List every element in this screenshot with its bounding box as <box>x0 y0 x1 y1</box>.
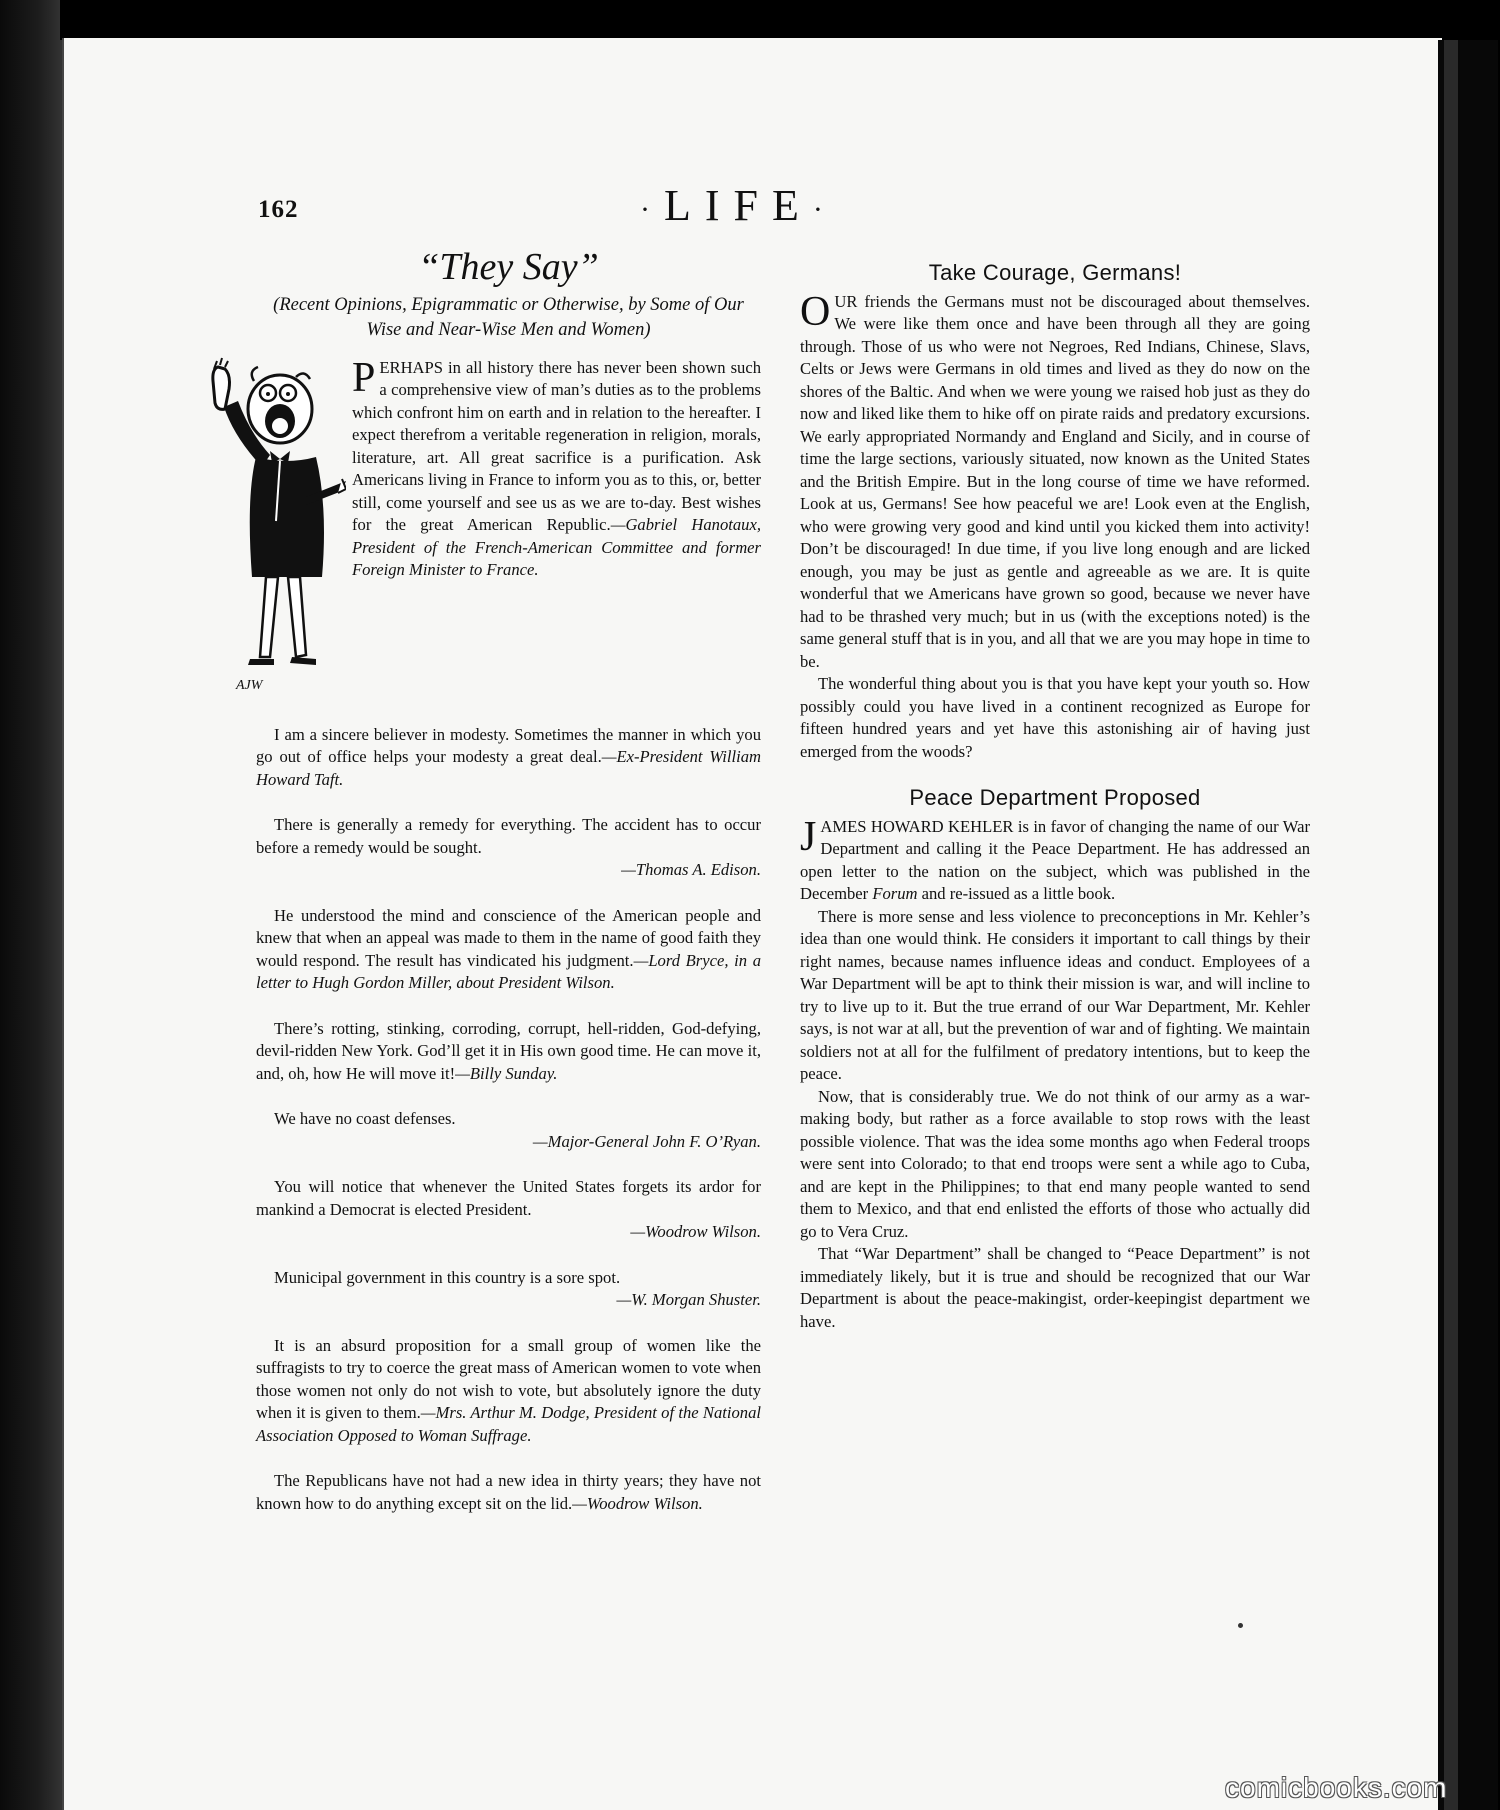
masthead: ·LIFE· <box>640 181 837 230</box>
article-peace-p1: JAMES HOWARD KEHLER is in favor of changing the name of our War Department and calling it the Peace Department. He has addressed an open letter to the nation on the subject, which was published in the December Forum and re-issued as a little book. <box>800 813 1310 903</box>
scan-top-margin <box>60 0 1500 40</box>
scan-right-edge <box>1438 40 1498 1810</box>
illustration-signature: AJW <box>236 677 263 693</box>
attribution: —Mrs. Arthur M. Dodge, President of the National Association Opposed to Woman Suffrage. <box>256 1403 761 1445</box>
quote-edison: There is generally a remedy for everything. The accident has to occur before a remedy would be sought. —Thomas A. Edison. <box>256 814 761 882</box>
section-subtitle: (Recent Opinions, Epigrammatic or Otherwise, by Some of Our Wise and Near-Wise Men and Women) <box>273 294 744 340</box>
magazine-title: LIFE <box>664 181 813 230</box>
attribution: —Thomas A. Edison. <box>621 860 761 879</box>
quote-taft: I am a sincere believer in modesty. Sometimes the manner in which you go out of office helps your modesty a great deal.—Ex-President William Howard Taft. <box>256 724 761 789</box>
quote-oryan: We have no coast defenses. —Major-General John F. O’Ryan. <box>256 1108 761 1153</box>
quote-shuster: Municipal government in this country is a sore spot. —W. Morgan Shuster. <box>256 1267 761 1312</box>
article-germans-p1: OUR friends the Germans must not be discouraged about themselves. We were like them once and have been through all they are going through. Those of us who were not Negroes, Red Indians, Chinese, Slavs, Celts or Jews were Germans in old times and lived as they do now on the shores of the Baltic. And when we were young we raised hob just as they do now and liked like them to hike off on pirate raids and predatory excursions. We early appropriated Normandy and England and Sicily, and in course of time the large sections, variously situated, now known as the United States and the British Empire. But in the long course of time we have reformed. Look at us, Germans! See how peaceful we are! Look even at the English, who were growing very good and kind until you kicked them into activity! Don’t be discouraged! In due time, if you live long enough and are licked enough, you may be just as gentle and agreeable as we are. It is quite wonderful that we Americans have grown so good, because we never have had to be thrashed very much; but in us (with the exceptions noted) is the same general stuff that is in you, and all that we are you may hope in time to be. <box>800 288 1310 671</box>
quote-sunday: There’s rotting, stinking, corroding, corrupt, hell-ridden, God-defying, devil-ridden New York. God’ll get it in His own good time. He can move it, and, oh, how He will move it!—Billy Sunday. <box>256 1018 761 1083</box>
right-column <box>800 262 1310 1333</box>
quote-hanotaux: PERHAPS in all history there has never been shown such a comprehensive view of man’s duties as to the problems which confront him on earth and in relation to the hereafter. I expect therefrom a veritable regeneration in religion, morals, literature, art. All great sacrifice is a purification. Ask Americans living in France to inform you as to this, or, better still, come yourself and see us as we are to-day. Best wishes for the great American Republic.—Gabriel Hanotaux, President of the French-American Committee and former Foreign Minister to France. <box>352 354 761 579</box>
attribution: —Billy Sunday. <box>455 1063 558 1083</box>
section-title: “They Say” <box>418 246 599 288</box>
article-title-peace: Peace Department Proposed <box>909 785 1201 810</box>
quote-wilson-1: You will notice that whenever the United States forgets its ardor for mankind a Democrat is elected President. —Woodrow Wilson. <box>256 1176 761 1244</box>
article-peace-p2: There is more sense and less violence to preconceptions in Mr. Kehler’s idea than one would think. He considers it important to call things by their right names, because names influence ideas and conduct. Employees of a War Department will be apt to think their mission is war, and will incline to try to live up to it. But the true errand of our War Department, Mr. Kehler says, is not war at all, but the prevention of war and of fighting. We maintain soldiers not at all for the fulfilment of predatory intentions, but to keep the peace. <box>800 906 1310 1083</box>
watermark: comicbooks.com <box>1225 1772 1448 1803</box>
attribution: —Woodrow Wilson. <box>630 1222 761 1241</box>
article-germans-p2: The wonderful thing about you is that you have kept your youth so. How possibly could you have lived in a continent recognized as Europe for fifteen hundred years and yet have this astonishing air of having just emerged from the woods? <box>800 674 1310 761</box>
attribution: —Gabriel Hanotaux, President of the French-American Committee and former Foreign Minister to France. <box>352 515 761 579</box>
attribution: —W. Morgan Shuster. <box>616 1290 761 1309</box>
quote-dodge: It is an absurd proposition for a small group of women like the suffragists to try to coerce the great mass of American women to vote when those women not only do not wish to vote, but absolutely ignore the duty when it is given to them.—Mrs. Arthur M. Dodge, President of the National Association Opposed to Woman Suffrage. <box>256 1335 761 1445</box>
end-mark <box>1238 1623 1243 1628</box>
page-number: 162 <box>258 196 299 223</box>
attribution: —Woodrow Wilson. <box>572 1493 703 1513</box>
attribution: —Lord Bryce, in a letter to Hugh Gordon Miller, about President Wilson. <box>256 950 762 992</box>
quote-wilson-2: The Republicans have not had a new idea in thirty years; they have not known how to do anything except sit on the lid.—Woodrow Wilson. <box>256 1471 761 1513</box>
article-peace-p4: That “War Department” shall be changed to “Peace Department” is not immediately likely, but it is true and should be recognized that our War Department is about the peace-makingist, order-keepingist department we have. <box>800 1244 1310 1331</box>
caricature-illustration <box>196 357 346 697</box>
article-peace-p3: Now, that is considerably true. We do not think of our army as a war-making body, but rather as a force available to stop rows with the least possible violence. That was the idea some months ago when Federal troops were sent into Colorado; to that end troops were sent a while ago to Cuba, and are kept in the Philippines; to that end many people wanted to send them to Mexico, and that end enlisted the efforts of those who actually did go to Vera Cruz. <box>800 1086 1310 1241</box>
scan-left-margin <box>0 0 62 1810</box>
quote-bryce: He understood the mind and conscience of the American people and knew that when an appeal was made to them in the name of good faith they would respond. The result has vindicated his judgment.—Lord Bryce, in a letter to Hugh Gordon Miller, about President Wilson. <box>256 905 762 992</box>
attribution: —Ex-President William Howard Taft. <box>256 747 761 789</box>
left-column <box>236 246 762 1515</box>
article-title-germans: Take Courage, Germans! <box>928 260 1182 285</box>
attribution: —Major-General John F. O’Ryan. <box>532 1131 761 1151</box>
